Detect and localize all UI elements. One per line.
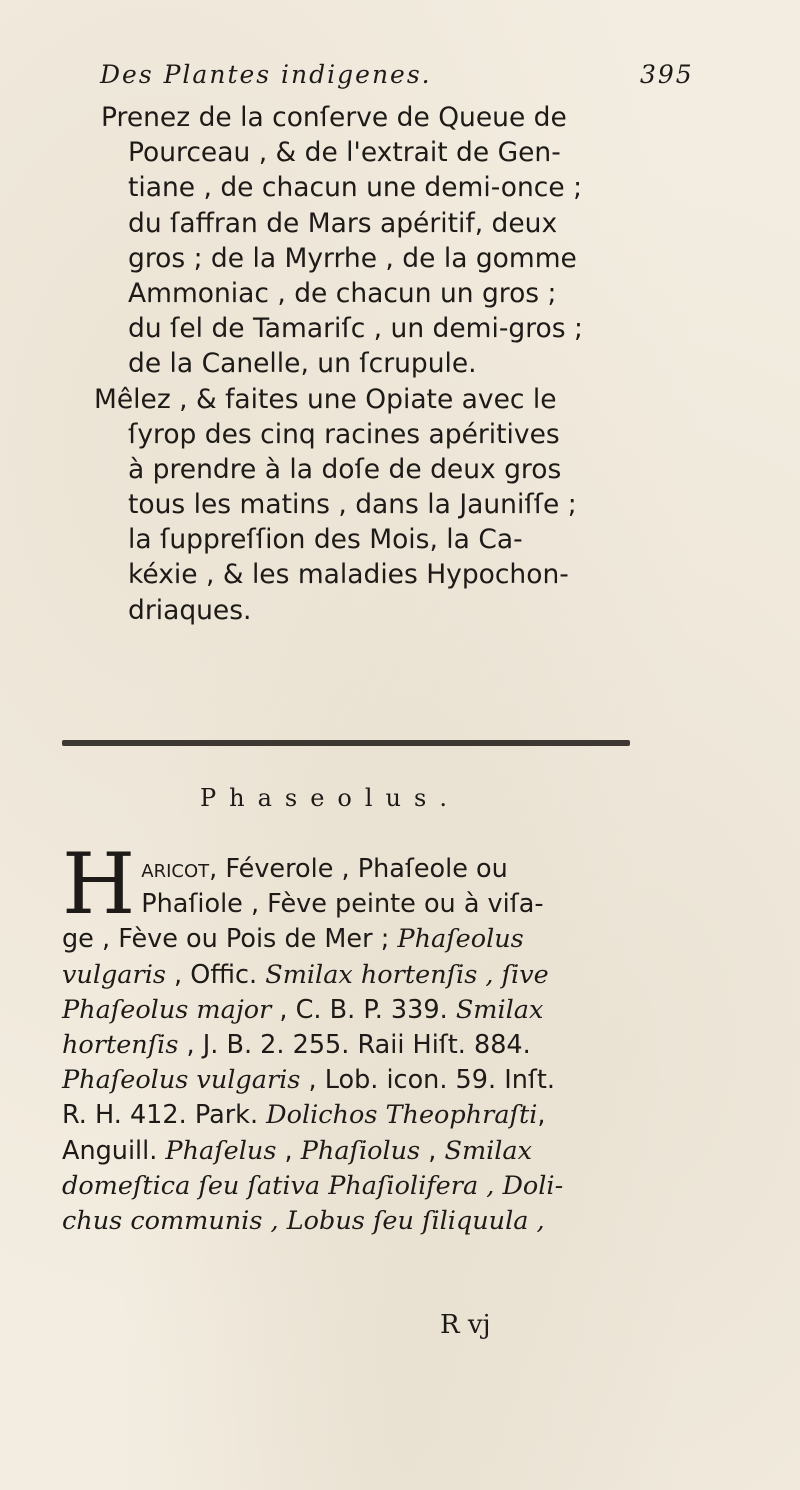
text-line: driaques.	[128, 594, 252, 626]
text-line: gros ; de la Myrrhe , de la gomme	[128, 242, 577, 274]
text-run: R. H. 412. Park.	[62, 1100, 267, 1131]
entry-lead-word: aricot	[141, 854, 210, 884]
drop-cap: H	[62, 835, 136, 933]
text-line: du ſel de Tamariſc , un demi-gros ;	[128, 313, 583, 345]
text-line: tiane , de chacun une demi-once ;	[128, 172, 583, 204]
italic-run: domeſtica ſeu ſativa Phaſiolifera , Doli-	[62, 1170, 564, 1201]
italic-run: Smilax	[444, 1135, 533, 1166]
italic-run: Phaſeolus vulgaris	[62, 1065, 301, 1096]
text-run: ,	[537, 1100, 546, 1131]
text-line: tous les matins , dans la Jauniſſe ;	[128, 489, 577, 521]
italic-run: Phaſiolus	[300, 1135, 421, 1166]
section-rule	[62, 740, 630, 746]
text-run: Anguill.	[62, 1135, 166, 1166]
text-run: , C. B. P. 339.	[271, 994, 456, 1025]
italic-run: hortenſis	[62, 1029, 179, 1060]
text-line: ſyrop des cinq racines apéritives	[128, 418, 560, 450]
text-line: Pourceau , & de l'extrait de Gen-	[128, 137, 561, 169]
italic-run: chus communis , Lobus ſeu ſiliquula ,	[62, 1205, 545, 1236]
text-line: de la Canelle, un ſcrupule.	[128, 348, 477, 380]
text-line: Ammoniac , de chacun un gros ;	[128, 277, 557, 309]
text-line: la ſuppreſſion des Mois, la Ca-	[128, 524, 523, 556]
text-line: Prenez de la conſerve de Queue de	[101, 102, 567, 133]
italic-run: Phaſelus	[165, 1135, 277, 1166]
recipe-paragraph	[94, 100, 654, 628]
text-line: à prendre à la doſe de deux gros	[128, 453, 562, 485]
plant-entry	[62, 835, 662, 1239]
text-run: , Féverole , Phaſeole ou	[209, 854, 508, 884]
italic-run: Smilax	[455, 994, 544, 1025]
text-run: ge , Fève ou Pois de Mer ;	[62, 924, 398, 955]
text-run: Phaſiole , Fève peinte ou à viſa-	[141, 889, 544, 920]
text-line: kéxie , & les maladies Hypochon-	[128, 559, 569, 591]
text-run: ,	[276, 1135, 301, 1166]
page-number: 395	[640, 60, 694, 89]
italic-run: Phaſeolus major	[62, 994, 272, 1025]
italic-run: Dolichos Theophraſti	[266, 1100, 538, 1131]
text-run: , Lob. icon. 59. Inſt.	[300, 1065, 555, 1096]
text-run: , Offic.	[165, 959, 266, 990]
italic-run: Smilax hortenſis , ſive	[265, 959, 549, 990]
text-line: du ſaffran de Mars apéritif, deux	[128, 207, 558, 239]
italic-run: Phaſeolus	[397, 924, 524, 955]
text-line: Mêlez , & faites une Opiate avec le	[94, 383, 557, 415]
text-run: , J. B. 2. 255. Raii Hiſt. 884.	[178, 1029, 531, 1060]
section-title: Phaseolus.	[200, 784, 460, 812]
running-header	[100, 60, 694, 89]
running-title: Des Plantes indigenes.	[100, 60, 432, 89]
text-run: ,	[420, 1135, 445, 1166]
catchword: R vj	[440, 1310, 491, 1340]
italic-run: vulgaris	[62, 959, 166, 990]
